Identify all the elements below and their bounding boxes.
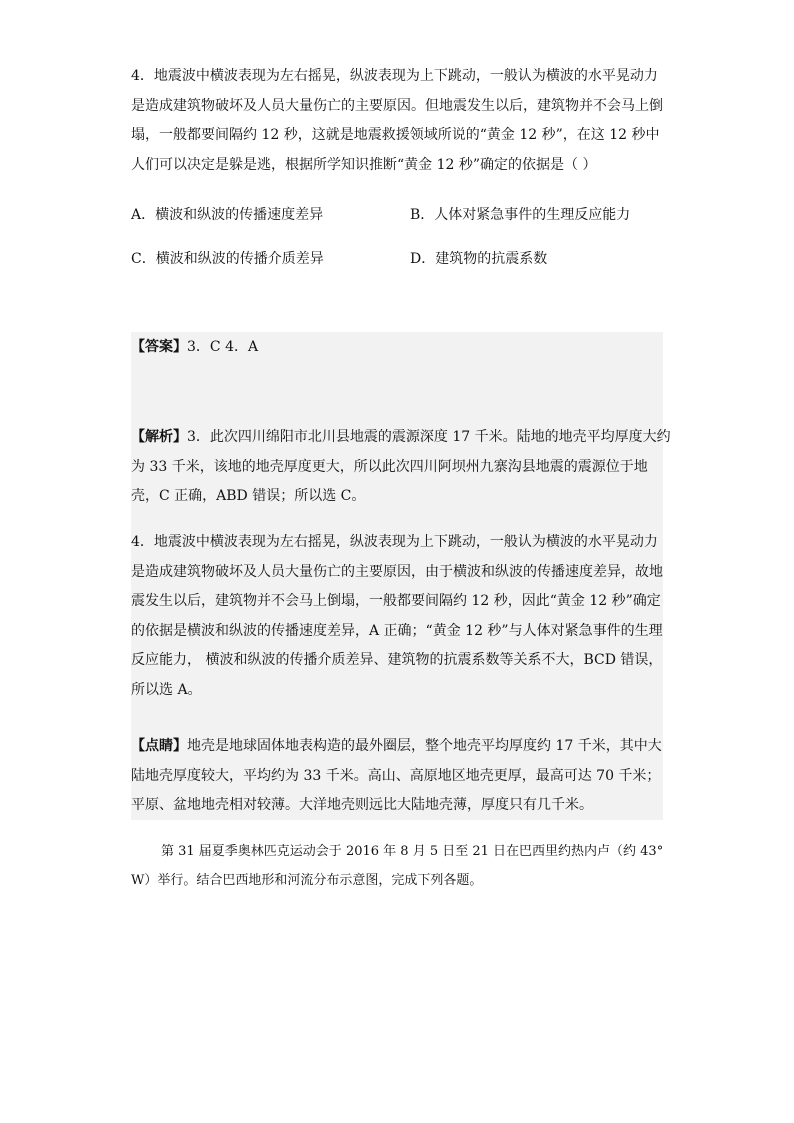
option-b: B．人体对紧急事件的生理反应能力: [410, 207, 631, 223]
answer-label: 【答案】: [131, 339, 187, 355]
option-c: C．横波和纵波的传播介质差异: [131, 251, 324, 267]
tip-label: 【点睛】: [131, 738, 187, 754]
answer-text: 3．C 4．A: [187, 339, 259, 355]
tip-text: 地壳是地球固体地表构造的最外圈层，整个地壳平均厚度约 17 千米，其中大陆地壳厚度较大，平均约为 33 千米。高山、高原地区地壳更厚，最高可达 70 千米；平原、盆地地壳相对较薄。大洋地壳则远比大陆地壳薄，厚度只有几千米。: [131, 738, 662, 813]
analysis-3-text: 3．此次四川绵阳市北川县地震的震源深度 17 千米。陆地的地壳平均厚度大约为 33 千米，该地的地壳厚度更大，所以此次四川阿坝州九寨沟县地震的震源位于地壳，C 正确，ABD 错误；所以选 C。: [131, 429, 671, 504]
next-question-intro: 第 31 届夏季奥林匹克运动会于 2016 年 8 月 5 日至 21 日在巴西里约热内卢（约 43° W）举行。结合巴西地形和河流分布示意图，完成下列各题。: [131, 844, 664, 888]
analysis-4: 4．地震波中横波表现为左右摇晃，纵波表现为上下跳动，一般认为横波的水平晃动力是造成建筑物破坏及人员大量伤亡的主要原因，由于横波和纵波的传播速度差异，故地震发生以后，建筑物并不会马上倒塌，一般都要间隔约 12 秒，因此“黄金 12 秒”确定的依据是横波和纵波的传播速度差异，A 正确；“黄金 12 秒”与人体对紧急事件的生理反应能力， 横波和纵波的传播介质差异、建筑物的抗震系数等关系不大，BCD 错误，所以选 A。: [131, 534, 663, 698]
analysis-label: 【解析】: [131, 429, 187, 445]
tip: [131, 732, 671, 821]
option-a: A．横波和纵波的传播速度差异: [131, 207, 324, 223]
analysis-3: [131, 423, 671, 512]
option-d: D．建筑物的抗震系数: [410, 251, 548, 267]
answer-line: [131, 333, 671, 363]
question-4-stem: 4．地震波中横波表现为左右摇晃，纵波表现为上下跳动，一般认为横波的水平晃动力是造成建筑物破坏及人员大量伤亡的主要原因。但地震发生以后，建筑物并不会马上倒塌，一般都要间隔约 12 秒，这就是地震救援领域所说的“黄金 12 秒”，在这 12 秒中人们可以决定是躲是逃，根据所学知识推断“黄金 12 秒”确定的依据是（ ）: [131, 68, 663, 173]
